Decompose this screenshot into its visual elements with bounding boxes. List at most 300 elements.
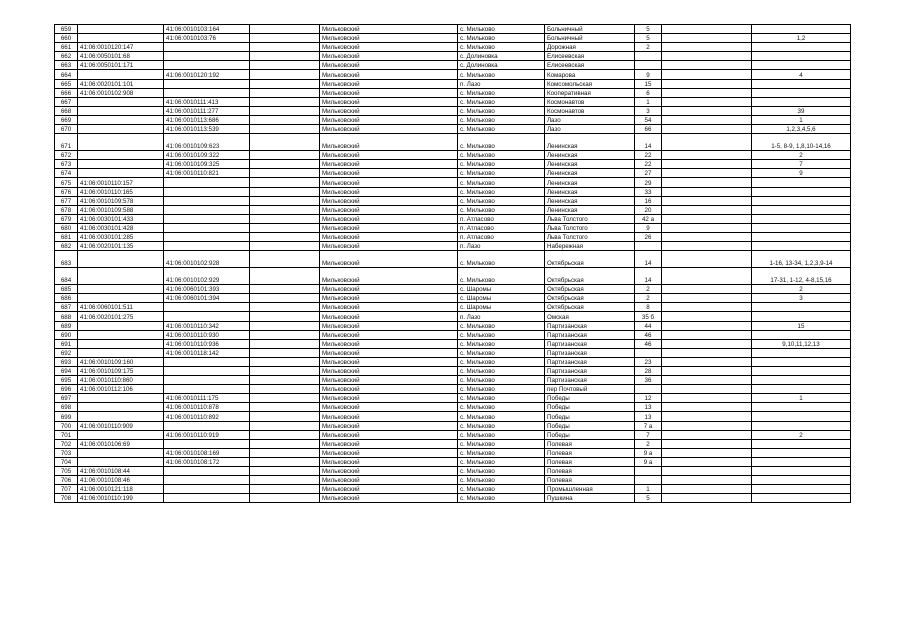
street-cell: Полевая <box>545 457 635 466</box>
cadastral-number-cell <box>164 52 250 61</box>
cadastral-number-cell <box>164 205 250 214</box>
row-number-cell: 664 <box>55 70 78 79</box>
table-row <box>55 303 851 312</box>
extra-cell <box>662 232 752 241</box>
extra-cell <box>662 357 752 366</box>
row-number-cell: 680 <box>55 223 78 232</box>
cadastral-number-cell: 41:06:0060101:511 <box>78 303 164 312</box>
apartments-cell <box>752 79 851 88</box>
cadastral-number-cell <box>164 476 250 485</box>
street-cell: Лазо <box>545 125 635 134</box>
row-number-cell: 692 <box>55 348 78 357</box>
house-cell <box>635 348 662 357</box>
cadastral-number-cell <box>164 357 250 366</box>
house-cell: 1 <box>635 97 662 106</box>
spacer-cell <box>250 330 320 339</box>
street-cell: Ленинская <box>545 205 635 214</box>
apartments-cell: 39 <box>752 106 851 115</box>
cadastral-number-cell <box>164 43 250 52</box>
district-cell: Мильковский <box>320 367 458 376</box>
cadastral-number-cell <box>164 367 250 376</box>
table-row <box>55 25 851 34</box>
cadastral-number-cell <box>78 285 164 294</box>
locality-cell: п. Атласово <box>458 223 545 232</box>
district-cell: Мильковский <box>320 151 458 160</box>
extra-cell <box>662 25 752 34</box>
apartments-cell <box>752 457 851 466</box>
extra-cell <box>662 79 752 88</box>
cadastral-number-cell <box>164 242 250 251</box>
cadastral-number-cell <box>78 412 164 421</box>
cadastral-number-cell: 41:06:0010102:929 <box>164 268 250 285</box>
apartments-cell: 4 <box>752 70 851 79</box>
street-cell: Елисеевская <box>545 61 635 70</box>
house-cell <box>635 385 662 394</box>
extra-cell <box>662 376 752 385</box>
extra-cell <box>662 251 752 268</box>
locality-cell: с. Мильково <box>458 169 545 178</box>
cadastral-number-cell: 41:06:0030101:433 <box>78 214 164 223</box>
district-cell: Мильковский <box>320 125 458 134</box>
row-number-cell: 671 <box>55 134 78 151</box>
table-row <box>55 134 851 151</box>
cadastral-number-cell: 41:06:0010111:175 <box>164 394 250 403</box>
street-cell: Октябрьская <box>545 294 635 303</box>
district-cell: Мильковский <box>320 214 458 223</box>
extra-cell <box>662 430 752 439</box>
locality-cell: с. Мильково <box>458 187 545 196</box>
district-cell: Мильковский <box>320 312 458 321</box>
cadastral-number-cell: 41:06:0010110:909 <box>78 421 164 430</box>
district-cell: Мильковский <box>320 134 458 151</box>
spacer-cell <box>250 88 320 97</box>
spacer-cell <box>250 403 320 412</box>
extra-cell <box>662 367 752 376</box>
spacer-cell <box>250 151 320 160</box>
extra-cell <box>662 485 752 494</box>
street-cell: Ленинская <box>545 134 635 151</box>
house-cell: 9 <box>635 223 662 232</box>
extra-cell <box>662 476 752 485</box>
apartments-cell <box>752 467 851 476</box>
locality-cell: с. Мильково <box>458 330 545 339</box>
street-cell: Партизанская <box>545 357 635 366</box>
cadastral-number-cell <box>78 339 164 348</box>
cadastral-number-cell: 41:06:0020101:101 <box>78 79 164 88</box>
district-cell: Мильковский <box>320 412 458 421</box>
district-cell: Мильковский <box>320 403 458 412</box>
cadastral-number-cell: 41:06:0010118:142 <box>164 348 250 357</box>
cadastral-number-cell: 41:06:0010112:106 <box>78 385 164 394</box>
table-row <box>55 97 851 106</box>
row-number-cell: 677 <box>55 196 78 205</box>
extra-cell <box>662 187 752 196</box>
locality-cell: с. Мильково <box>458 251 545 268</box>
locality-cell: с. Мильково <box>458 205 545 214</box>
cadastral-number-cell: 41:06:0010120:192 <box>164 70 250 79</box>
street-cell: Октябрьская <box>545 268 635 285</box>
row-number-cell: 701 <box>55 430 78 439</box>
cadastral-number-cell <box>78 34 164 43</box>
street-cell: Победы <box>545 394 635 403</box>
district-cell: Мильковский <box>320 467 458 476</box>
cadastral-number-cell: 41:06:0010110:892 <box>164 412 250 421</box>
table-row <box>55 421 851 430</box>
cadastral-number-cell: 41:06:0010113:686 <box>164 115 250 124</box>
spacer-cell <box>250 476 320 485</box>
table-row <box>55 196 851 205</box>
house-cell: 15 <box>635 79 662 88</box>
locality-cell: с. Мильково <box>458 412 545 421</box>
table-row <box>55 412 851 421</box>
spacer-cell <box>250 421 320 430</box>
apartments-cell <box>752 205 851 214</box>
apartments-cell: 17-31, 1-12, 4-8,15,16 <box>752 268 851 285</box>
row-number-cell: 679 <box>55 214 78 223</box>
cadastral-number-cell: 41:06:0020101:135 <box>78 242 164 251</box>
street-cell: Партизанская <box>545 321 635 330</box>
extra-cell <box>662 160 752 169</box>
extra-cell <box>662 34 752 43</box>
apartments-cell: 7 <box>752 160 851 169</box>
extra-cell <box>662 52 752 61</box>
locality-cell: с. Мильково <box>458 348 545 357</box>
locality-cell: с. Мильково <box>458 151 545 160</box>
spacer-cell <box>250 178 320 187</box>
extra-cell <box>662 339 752 348</box>
row-number-cell: 675 <box>55 178 78 187</box>
extra-cell <box>662 134 752 151</box>
spacer-cell <box>250 134 320 151</box>
row-number-cell: 682 <box>55 242 78 251</box>
cadastral-number-cell <box>78 106 164 115</box>
apartments-cell <box>752 376 851 385</box>
cadastral-number-cell <box>78 97 164 106</box>
spacer-cell <box>250 357 320 366</box>
apartments-cell <box>752 448 851 457</box>
cadastral-number-cell: 41:06:0010109:623 <box>164 134 250 151</box>
locality-cell: с. Мильково <box>458 476 545 485</box>
locality-cell: с. Мильково <box>458 367 545 376</box>
locality-cell: с. Мильково <box>458 25 545 34</box>
spacer-cell <box>250 312 320 321</box>
cadastral-number-cell: 41:06:0010103:76 <box>164 34 250 43</box>
cadastral-number-cell: 41:06:0010110:930 <box>164 330 250 339</box>
apartments-cell <box>752 485 851 494</box>
house-cell: 14 <box>635 134 662 151</box>
house-cell: 36 <box>635 376 662 385</box>
street-cell: Больничный <box>545 34 635 43</box>
cadastral-number-cell <box>164 178 250 187</box>
street-cell: Ленинская <box>545 196 635 205</box>
district-cell: Мильковский <box>320 294 458 303</box>
cadastral-number-cell <box>164 421 250 430</box>
house-cell: 14 <box>635 251 662 268</box>
spacer-cell <box>250 214 320 223</box>
district-cell: Мильковский <box>320 376 458 385</box>
house-cell: 8 <box>635 303 662 312</box>
row-number-cell: 669 <box>55 115 78 124</box>
cadastral-number-cell: 41:06:0010110:199 <box>78 494 164 503</box>
row-number-cell: 666 <box>55 88 78 97</box>
row-number-cell: 702 <box>55 439 78 448</box>
cadastral-number-cell: 41:06:0010110:165 <box>78 187 164 196</box>
address-register-table <box>54 24 851 503</box>
house-cell: 7 <box>635 430 662 439</box>
house-cell: 7 а <box>635 421 662 430</box>
cadastral-number-cell: 41:06:0010109:322 <box>164 151 250 160</box>
row-number-cell: 686 <box>55 294 78 303</box>
street-cell: Партизанская <box>545 376 635 385</box>
cadastral-number-cell: 41:06:0010111:277 <box>164 106 250 115</box>
apartments-cell <box>752 97 851 106</box>
street-cell: Партизанская <box>545 339 635 348</box>
extra-cell <box>662 412 752 421</box>
spacer-cell <box>250 348 320 357</box>
street-cell: Комарова <box>545 70 635 79</box>
cadastral-number-cell <box>164 376 250 385</box>
apartments-cell <box>752 357 851 366</box>
table-row <box>55 115 851 124</box>
district-cell: Мильковский <box>320 476 458 485</box>
house-cell: 1 <box>635 485 662 494</box>
locality-cell: с. Мильково <box>458 357 545 366</box>
table-row <box>55 394 851 403</box>
cadastral-number-cell: 41:06:0010110:157 <box>78 178 164 187</box>
house-cell: 2 <box>635 439 662 448</box>
table-row <box>55 448 851 457</box>
street-cell: Ленинская <box>545 178 635 187</box>
house-cell: 33 <box>635 187 662 196</box>
house-cell: 13 <box>635 412 662 421</box>
house-cell: 13 <box>635 403 662 412</box>
locality-cell: с. Мильково <box>458 196 545 205</box>
apartments-cell: 1 <box>752 394 851 403</box>
locality-cell: п. Атласово <box>458 214 545 223</box>
cadastral-number-cell <box>164 485 250 494</box>
table-row <box>55 34 851 43</box>
row-number-cell: 693 <box>55 357 78 366</box>
apartments-cell <box>752 348 851 357</box>
house-cell: 22 <box>635 151 662 160</box>
locality-cell: п. Лазо <box>458 79 545 88</box>
spacer-cell <box>250 43 320 52</box>
spacer-cell <box>250 294 320 303</box>
district-cell: Мильковский <box>320 251 458 268</box>
district-cell: Мильковский <box>320 97 458 106</box>
spacer-cell <box>250 385 320 394</box>
extra-cell <box>662 70 752 79</box>
cadastral-number-cell <box>78 151 164 160</box>
district-cell: Мильковский <box>320 232 458 241</box>
apartments-cell <box>752 178 851 187</box>
street-cell: Космонавтов <box>545 97 635 106</box>
apartments-cell: 1,2 <box>752 34 851 43</box>
row-number-cell: 703 <box>55 448 78 457</box>
row-number-cell: 705 <box>55 467 78 476</box>
extra-cell <box>662 106 752 115</box>
apartments-cell: 15 <box>752 321 851 330</box>
district-cell: Мильковский <box>320 106 458 115</box>
extra-cell <box>662 285 752 294</box>
district-cell: Мильковский <box>320 79 458 88</box>
cadastral-number-cell: 41:06:0060101:393 <box>164 285 250 294</box>
house-cell: 27 <box>635 169 662 178</box>
street-cell: Октябрьская <box>545 303 635 312</box>
locality-cell: с. Мильково <box>458 467 545 476</box>
cadastral-number-cell <box>164 61 250 70</box>
row-number-cell: 661 <box>55 43 78 52</box>
table-row <box>55 403 851 412</box>
row-number-cell: 672 <box>55 151 78 160</box>
table-row <box>55 476 851 485</box>
street-cell: Промышленная <box>545 485 635 494</box>
cadastral-number-cell <box>78 251 164 268</box>
cadastral-number-cell: 41:06:0010102:908 <box>78 88 164 97</box>
apartments-cell <box>752 494 851 503</box>
extra-cell <box>662 196 752 205</box>
table-row <box>55 467 851 476</box>
spacer-cell <box>250 457 320 466</box>
street-cell: Набережная <box>545 242 635 251</box>
street-cell: Полевая <box>545 448 635 457</box>
cadastral-number-cell: 41:06:0010109:160 <box>78 357 164 366</box>
extra-cell <box>662 115 752 124</box>
spacer-cell <box>250 25 320 34</box>
spacer-cell <box>250 430 320 439</box>
table-row <box>55 70 851 79</box>
street-cell: Больничный <box>545 25 635 34</box>
cadastral-number-cell <box>78 448 164 457</box>
spacer-cell <box>250 242 320 251</box>
locality-cell: с. Мильково <box>458 339 545 348</box>
house-cell: 9 а <box>635 457 662 466</box>
house-cell: 3 <box>635 106 662 115</box>
cadastral-number-cell <box>78 134 164 151</box>
locality-cell: с. Мильково <box>458 97 545 106</box>
row-number-cell: 681 <box>55 232 78 241</box>
cadastral-number-cell <box>78 25 164 34</box>
spacer-cell <box>250 79 320 88</box>
locality-cell: с. Мильково <box>458 43 545 52</box>
extra-cell <box>662 151 752 160</box>
district-cell: Мильковский <box>320 457 458 466</box>
cadastral-number-cell <box>164 385 250 394</box>
apartments-cell <box>752 214 851 223</box>
spacer-cell <box>250 376 320 385</box>
house-cell <box>635 242 662 251</box>
locality-cell: с. Мильково <box>458 134 545 151</box>
table-row <box>55 205 851 214</box>
cadastral-number-cell: 41:06:0010110:342 <box>164 321 250 330</box>
row-number-cell: 698 <box>55 403 78 412</box>
table-row <box>55 232 851 241</box>
district-cell: Мильковский <box>320 52 458 61</box>
street-cell: пер Почтовый <box>545 385 635 394</box>
district-cell: Мильковский <box>320 25 458 34</box>
table-row <box>55 223 851 232</box>
cadastral-number-cell: 41:06:0010108:169 <box>164 448 250 457</box>
table-row <box>55 88 851 97</box>
district-cell: Мильковский <box>320 394 458 403</box>
apartments-cell <box>752 196 851 205</box>
extra-cell <box>662 88 752 97</box>
district-cell: Мильковский <box>320 223 458 232</box>
extra-cell <box>662 494 752 503</box>
row-number-cell: 694 <box>55 367 78 376</box>
apartments-cell <box>752 421 851 430</box>
extra-cell <box>662 457 752 466</box>
locality-cell: с. Мильково <box>458 494 545 503</box>
house-cell: 9 <box>635 70 662 79</box>
apartments-cell <box>752 385 851 394</box>
locality-cell: с. Мильково <box>458 268 545 285</box>
apartments-cell <box>752 367 851 376</box>
house-cell: 26 <box>635 232 662 241</box>
cadastral-number-cell: 41:06:0060101:394 <box>164 294 250 303</box>
row-number-cell: 676 <box>55 187 78 196</box>
row-number-cell: 683 <box>55 251 78 268</box>
street-cell: Ленинская <box>545 151 635 160</box>
district-cell: Мильковский <box>320 196 458 205</box>
apartments-cell: 9 <box>752 169 851 178</box>
row-number-cell: 659 <box>55 25 78 34</box>
apartments-cell <box>752 223 851 232</box>
house-cell: 2 <box>635 285 662 294</box>
street-cell: Полевая <box>545 439 635 448</box>
district-cell: Мильковский <box>320 160 458 169</box>
spacer-cell <box>250 485 320 494</box>
extra-cell <box>662 467 752 476</box>
locality-cell: с. Мильково <box>458 178 545 187</box>
locality-cell: с. Долиновка <box>458 52 545 61</box>
cadastral-number-cell: 41:06:0030101:428 <box>78 223 164 232</box>
street-cell: Омская <box>545 312 635 321</box>
table-row <box>55 106 851 115</box>
row-number-cell: 707 <box>55 485 78 494</box>
cadastral-number-cell: 41:06:0010120:147 <box>78 43 164 52</box>
district-cell: Мильковский <box>320 448 458 457</box>
row-number-cell: 678 <box>55 205 78 214</box>
cadastral-number-cell: 41:06:0010102:928 <box>164 251 250 268</box>
locality-cell: с. Мильково <box>458 485 545 494</box>
table-row <box>55 151 851 160</box>
house-cell: 2 <box>635 294 662 303</box>
extra-cell <box>662 321 752 330</box>
cadastral-number-cell <box>164 232 250 241</box>
cadastral-number-cell <box>164 88 250 97</box>
row-number-cell: 673 <box>55 160 78 169</box>
street-cell: Комсомольская <box>545 79 635 88</box>
spacer-cell <box>250 251 320 268</box>
extra-cell <box>662 403 752 412</box>
street-cell: Кооперативная <box>545 88 635 97</box>
house-cell: 42 а <box>635 214 662 223</box>
cadastral-number-cell: 41:06:0010121:118 <box>78 485 164 494</box>
apartments-cell <box>752 303 851 312</box>
street-cell: Ленинская <box>545 169 635 178</box>
cadastral-number-cell <box>78 348 164 357</box>
spacer-cell <box>250 196 320 205</box>
locality-cell: с. Шаромы <box>458 303 545 312</box>
district-cell: Мильковский <box>320 169 458 178</box>
house-cell: 22 <box>635 160 662 169</box>
table-row <box>55 348 851 357</box>
extra-cell <box>662 169 752 178</box>
spacer-cell <box>250 223 320 232</box>
cadastral-number-cell: 41:06:0010109:175 <box>78 367 164 376</box>
street-cell: Октябрьская <box>545 251 635 268</box>
